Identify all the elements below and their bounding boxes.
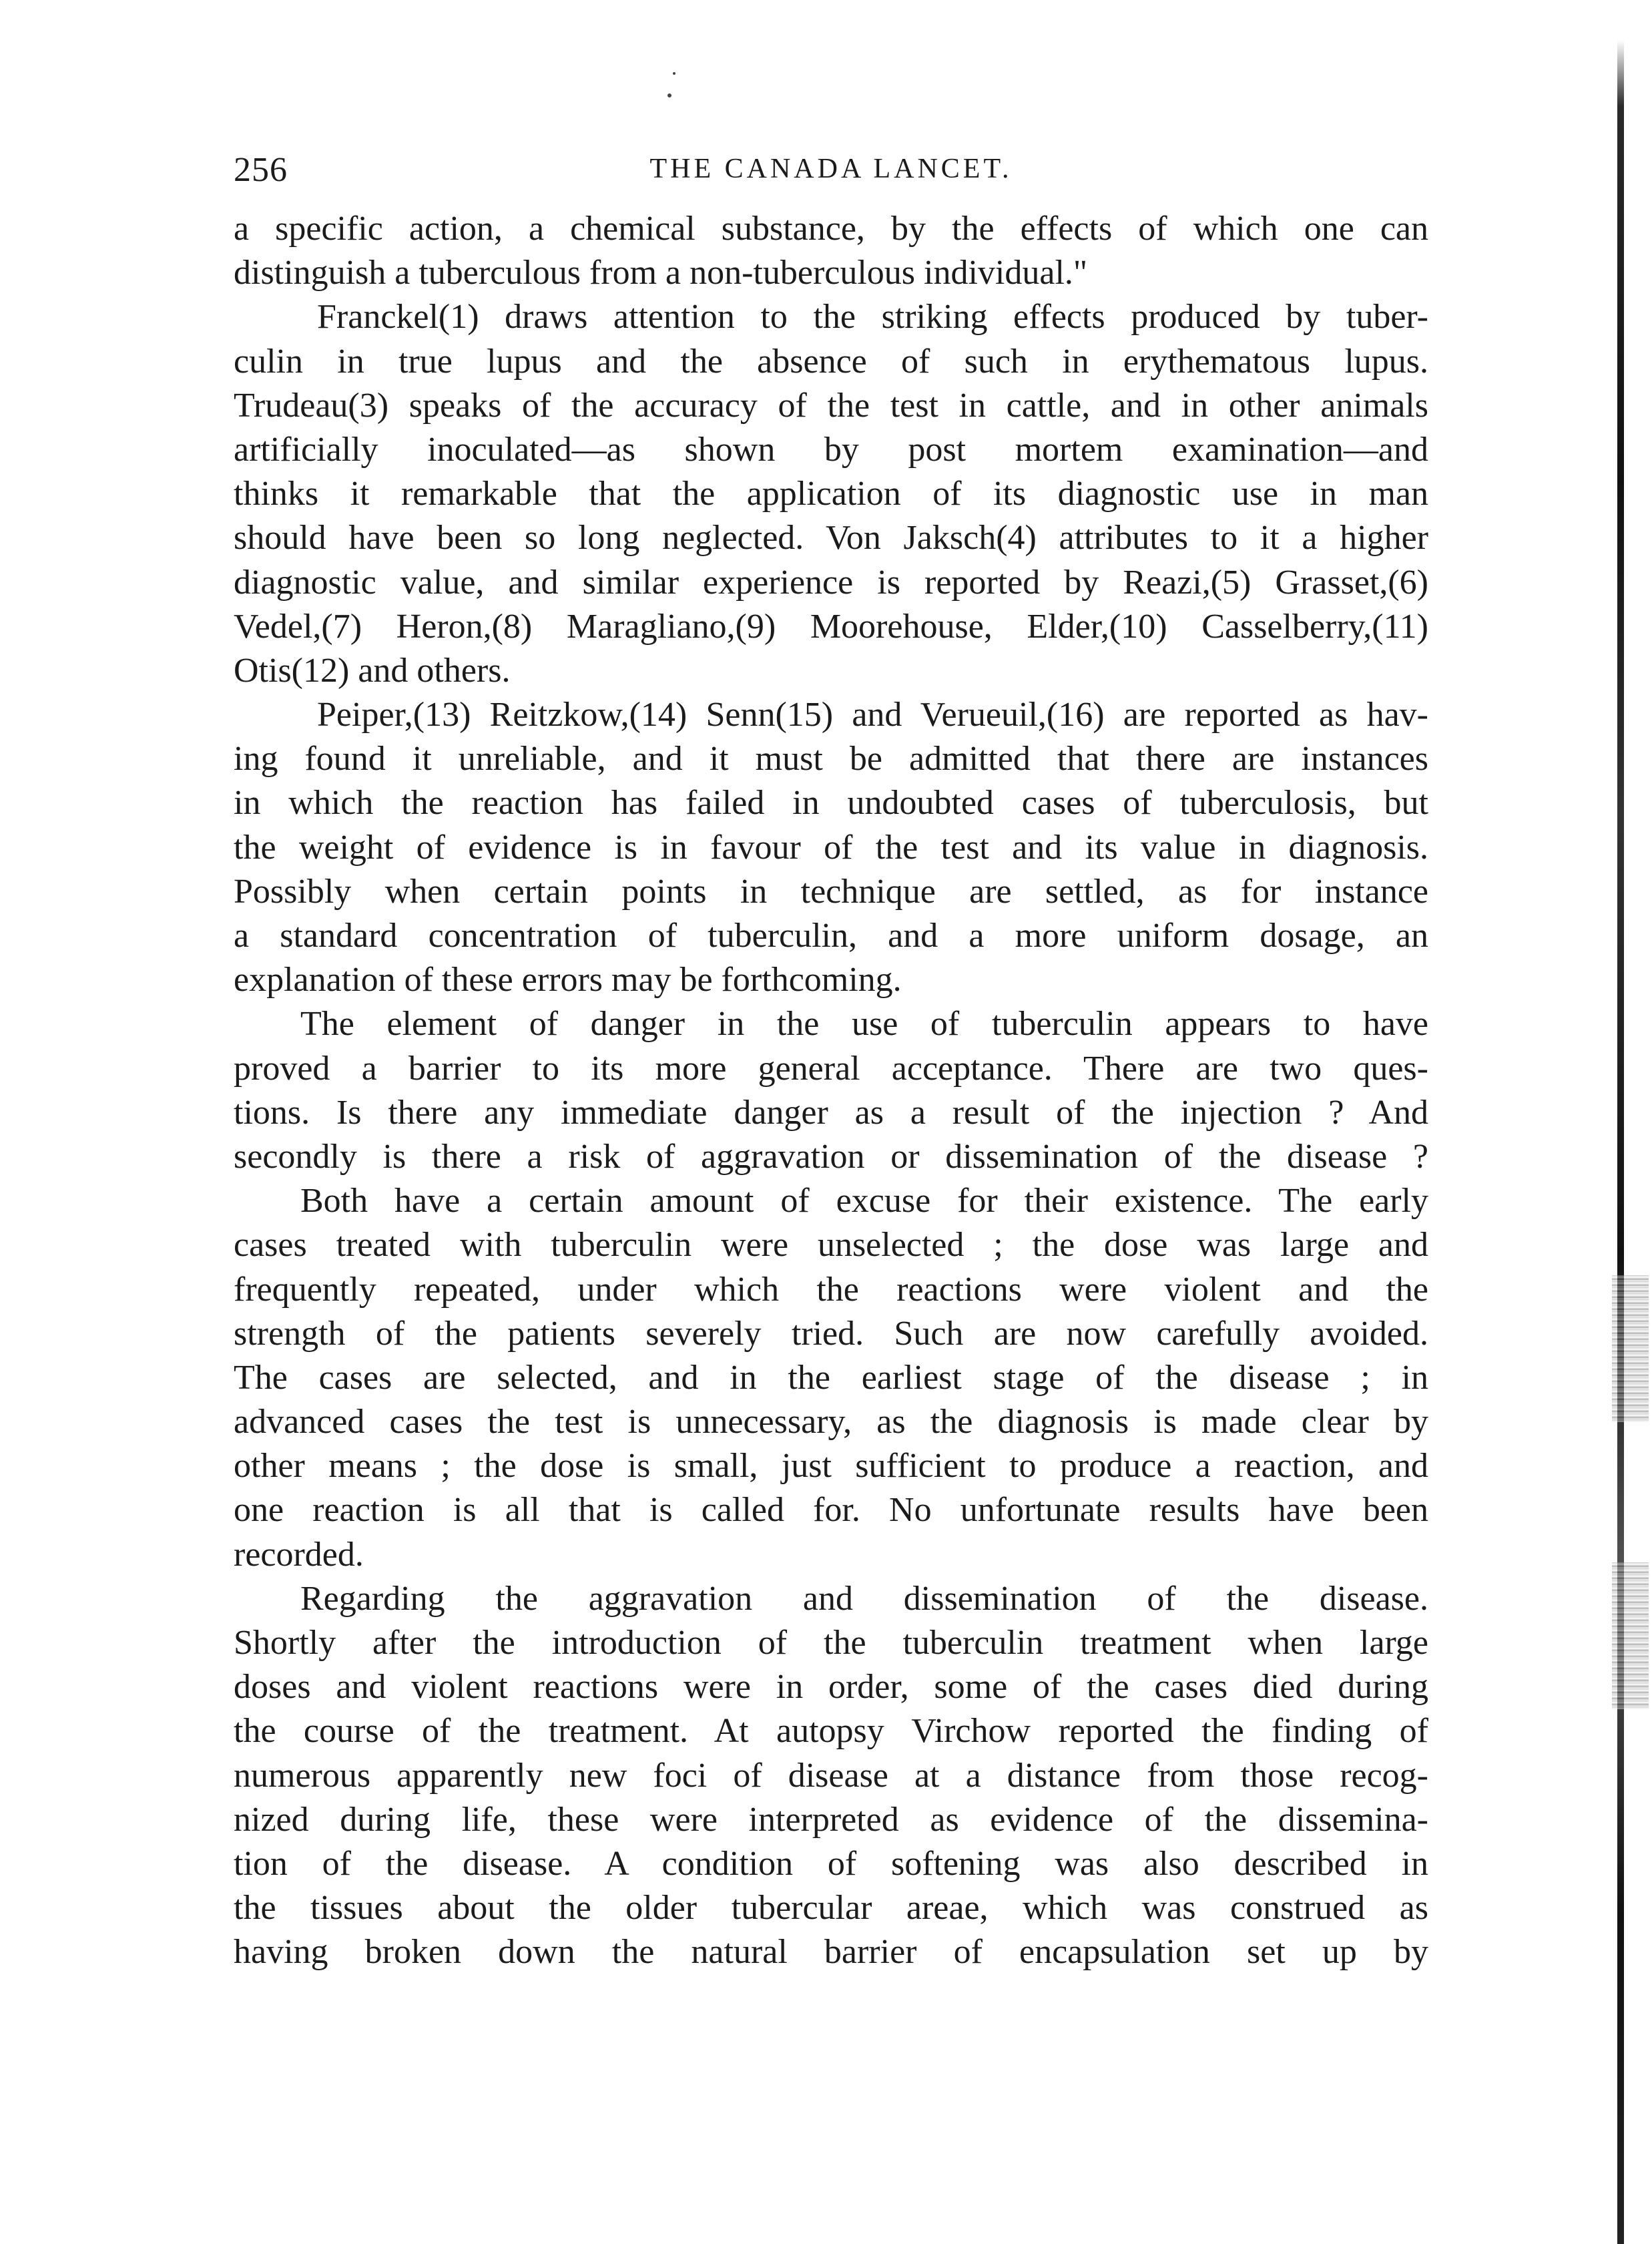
text-line: strength of the patients severely tried. Such are now carefully avoided. bbox=[234, 1314, 1428, 1353]
text-line: should have been so long neglected. Von Jaksch(4) attributes to it a higher bbox=[234, 519, 1428, 557]
text-line: Shortly after the introduction of the tuberculin treatment when large bbox=[234, 1624, 1428, 1662]
text-line: Otis(12) and others. bbox=[234, 651, 511, 690]
text-line: a standard concentration of tuberculin, and a more uniform dosage, an bbox=[234, 917, 1428, 955]
text-line: ing found it unreliable, and it must be admitted that there are instances bbox=[234, 740, 1428, 778]
text-line: tions. Is there any immediate danger as a result of the injection ? And bbox=[234, 1093, 1428, 1132]
text-line: nized during life, these were interpreted as evidence of the dissemina- bbox=[234, 1800, 1428, 1839]
binding-speckle bbox=[1612, 1562, 1649, 1709]
scanned-binding-edge bbox=[1612, 40, 1652, 2244]
text-line: cases treated with tuberculin were unselected ; the dose was large and bbox=[234, 1226, 1428, 1265]
text-line: Both have a certain amount of excuse for their existence. The early bbox=[300, 1182, 1428, 1220]
text-line: The element of danger in the use of tuberculin appears to have bbox=[300, 1005, 1428, 1044]
text-line: other means ; the dose is small, just sufficient to produce a reaction, and bbox=[234, 1447, 1428, 1486]
text-line: numerous apparently new foci of disease at a distance from those recog- bbox=[234, 1756, 1428, 1795]
text-line: in which the reaction has failed in undoubted cases of tuberculosis, but bbox=[234, 784, 1428, 823]
text-line: Possibly when certain points in technique are settled, as for instance bbox=[234, 872, 1428, 911]
text-line: The cases are selected, and in the earliest stage of the disease ; in bbox=[234, 1358, 1428, 1397]
ink-speck bbox=[667, 93, 671, 97]
text-line: Regarding the aggravation and dissemination of the disease. bbox=[300, 1579, 1428, 1618]
text-line: proved a barrier to its more general acceptance. There are two ques- bbox=[234, 1049, 1428, 1088]
text-line: doses and violent reactions were in order, some of the cases died during bbox=[234, 1668, 1428, 1707]
text-line: artificially inoculated—as shown by post mortem examination—and bbox=[234, 430, 1428, 469]
running-title: THE CANADA LANCET. bbox=[649, 154, 1013, 184]
text-line: the course of the treatment. At autopsy Virchow reported the finding of bbox=[234, 1712, 1428, 1751]
text-line: the tissues about the older tubercular areae, which was construed as bbox=[234, 1889, 1428, 1928]
text-line: the weight of evidence is in favour of the test and its value in diagnosis. bbox=[234, 828, 1428, 867]
binding-rule bbox=[1617, 40, 1624, 2244]
body-text bbox=[234, 207, 1428, 1975]
text-line: Franckel(1) draws attention to the striking effects produced by tuber- bbox=[317, 298, 1428, 336]
text-line: thinks it remarkable that the application of its diagnostic use in man bbox=[234, 475, 1428, 513]
ink-speck bbox=[673, 72, 675, 75]
text-line: advanced cases the test is unnecessary, as the diagnosis is made clear by bbox=[234, 1403, 1428, 1441]
text-line: culin in true lupus and the absence of such in erythematous lupus. bbox=[234, 342, 1428, 381]
text-line: having broken down the natural barrier of encapsulation set up by bbox=[234, 1933, 1428, 1972]
page-number: 256 bbox=[234, 151, 288, 189]
text-line: Vedel,(7) Heron,(8) Maragliano,(9) Moorehouse, Elder,(10) Casselberry,(11) bbox=[234, 607, 1428, 646]
text-line: frequently repeated, under which the reactions were violent and the bbox=[234, 1270, 1428, 1309]
text-line: diagnostic value, and similar experience is reported by Reazi,(5) Grasset,(6) bbox=[234, 563, 1428, 602]
text-line: recorded. bbox=[234, 1535, 364, 1574]
text-line: one reaction is all that is called for. No unfortunate results have been bbox=[234, 1491, 1428, 1530]
text-line: Trudeau(3) speaks of the accuracy of the test in cattle, and in other animals bbox=[234, 386, 1428, 425]
text-line: a specific action, a chemical substance, by the effects of which one can bbox=[234, 210, 1428, 248]
binding-speckle bbox=[1612, 1275, 1649, 1422]
text-line: tion of the disease. A condition of softening was also described in bbox=[234, 1844, 1428, 1883]
text-line: explanation of these errors may be forthcoming. bbox=[234, 961, 902, 999]
text-line: Peiper,(13) Reitzkow,(14) Senn(15) and Verueuil,(16) are reported as hav- bbox=[317, 696, 1428, 734]
page-header bbox=[234, 150, 1428, 197]
text-line: distinguish a tuberculous from a non-tuberculous individual." bbox=[234, 254, 1088, 292]
text-line: secondly is there a risk of aggravation or dissemination of the disease ? bbox=[234, 1137, 1428, 1176]
